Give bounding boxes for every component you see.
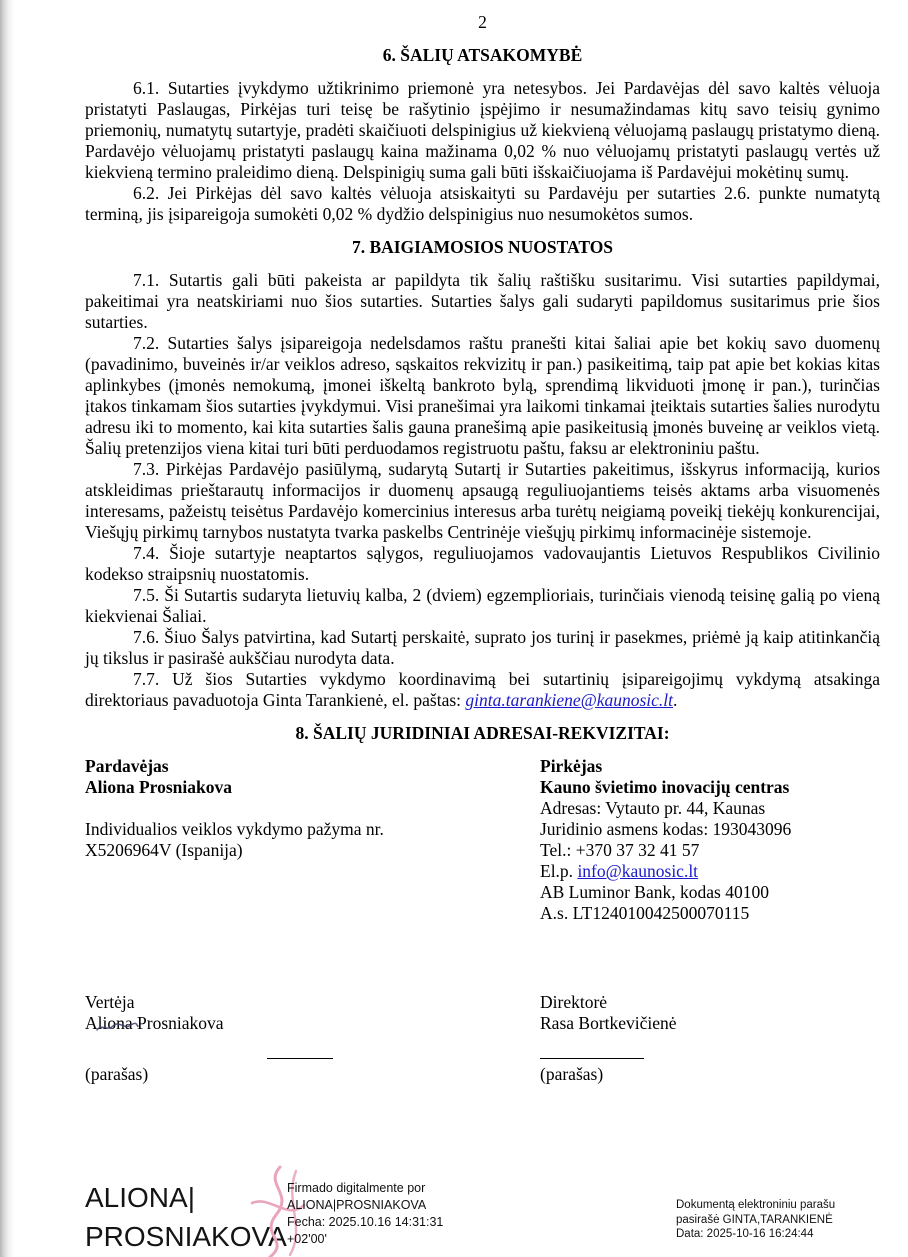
seller-signatory-name-line [85, 1013, 540, 1034]
buyer-role-label: Pirkėjas [540, 756, 603, 776]
paragraph-6-2: 6.2. Jei Pirkėjas dėl savo kaltės vėluoja atsiskaityti su Pardavėju per sutarties 2.6. punkte numatytą terminą, jis įsipareigoja sumokėti 0,02 % dydžio delspinigius nuo nesumokėtos sumos. [85, 183, 880, 224]
paragraph-7-2: 7.2. Sutarties šalys įsipareigoja nedelsdamos raštu pranešti kitai šaliai apie bet kokių savo duomenų (pavadinimo, buveinės ir/ar veiklos adreso, sąskaitos rekvizitų ir pan.) pasikeitimą, taip pat apie bet kokias kitas aplinkybes (įmonės nemokumą, įmonei iškeltą bankroto bylą, sprendimą likviduoti įmonę ir pan.), turinčias įtakos tinkamam šios sutarties įvykdymui. Visi pranešimai yra laikomi tinkamai įteiktais sutarties šalies nurodytu adresu iki to momento, kai kita sutarties šalis gauna pranešimą apie pasikeitusią įmonės buveinę ar veiklos vietą. Šalių pretenzijos viena kitai turi būti perduodamos registruotu paštu, faksu ar elektroniniu paštu. [85, 333, 880, 458]
page-number: 2 [478, 12, 487, 32]
buyer-address: Adresas: Vytauto pr. 44, Kaunas [540, 798, 766, 818]
buyer-requisites [540, 756, 880, 924]
section-7-title: 7. BAIGIAMOSIOS NUOSTATOS [351, 237, 614, 257]
scan-edge [0, 0, 14, 1257]
buyer-phone: Tel.: +370 37 32 41 57 [540, 840, 700, 860]
seller-parashas-label: (parašas) [85, 1064, 149, 1084]
buyer-name: Kauno švietimo inovacijų centras [540, 777, 790, 797]
seller-permit-line-1: Individualios veiklos vykdymo pažyma nr. [85, 819, 384, 839]
digital-signature-details-stamp [287, 1180, 443, 1248]
seller-name: Aliona Prosniakova [85, 777, 232, 797]
seller-role-label: Pardavėjas [85, 756, 169, 776]
electronic-stamp-line-1: Dokumentą elektroniniu parašu [676, 1199, 836, 1211]
signatory-names-block [85, 992, 880, 1034]
seller-permit-line-2: X5206964V (Ispanija) [85, 840, 243, 860]
signature-lines-block [85, 1058, 880, 1085]
paragraph-7-6: 7.6. Šiuo Šalys patvirtina, kad Sutartį perskaitė, suprato jos turinį ir pasekmes, priėmė ją kaip atitinkančią jų tikslus ir pasirašė aukščiau nurodyta data. [85, 627, 880, 668]
spacer [85, 798, 540, 819]
firmado-line-3: Fecha: 2025.10.16 14:31:31 [287, 1215, 444, 1229]
buyer-bank: AB Luminor Bank, kodas 40100 [540, 882, 769, 902]
electronic-stamp-line-2: pasirašė GINTA,TARANKIENĖ [676, 1213, 833, 1226]
buyer-legal-code: Juridinio asmens kodas: 193043096 [540, 819, 792, 839]
buyer-signature-line [540, 1058, 644, 1059]
electronic-stamp-line-3: Data: 2025-10-16 16:24:44 [676, 1228, 814, 1240]
document-content [85, 12, 880, 1085]
seller-signatory-name: Aliona Prosniakova [85, 1013, 224, 1033]
buyer-signatory-title: Direktorė [540, 992, 608, 1012]
digital-signature-name-line-1: ALIONA| [85, 1182, 195, 1213]
digital-signature-name-line-2: PROSNIAKOVA [85, 1221, 287, 1252]
section-6-title: 6. ŠALIŲ ATSAKOMYBĖ [382, 45, 583, 65]
buyer-parashas-label: (parašas) [540, 1064, 604, 1084]
seller-signature-area [85, 1058, 540, 1085]
buyer-signatory-name: Rasa Bortkevičienė [540, 1013, 677, 1033]
seller-requisites [85, 756, 540, 924]
section-8-title: 8. ŠALIŲ JURIDINIAI ADRESAI-REKVIZITAI: [295, 723, 670, 743]
paragraph-7-7-text: 7.7. Už šios Sutarties vykdymo koordinavimą bei sutartinių įsipareigojimų vykdymą atsakinga direktoriaus pavaduotoja Ginta Tarankienė, el. paštas: [85, 669, 880, 710]
paragraph-6-1: 6.1. Sutarties įvykdymo užtikrinimo priemonė yra netesybos. Jei Pardavėjas dėl savo kaltės vėluoja pristatyti Paslaugas, Pirkėjas turi teisę be rašytinio įspėjimo ir nesumažindamas kitų savo teisių gynimo priemonių, numatytų sutartyje, pradėti skaičiuoti delspinigius už kiekvieną vėluojamą paslaugų pristatymo dieną. Pardavėjo vėluojamų pristatyti paslaugų kaina mažinama 0,02 % nuo vėluojamų pristatyti paslaugų vertės už kiekvieną termino praleidimo dieną. Delspinigių suma gali būti išskaičiuojama iš Pardavėjui mokėtinų sumų. [85, 78, 880, 182]
paragraph-7-7 [85, 669, 880, 711]
paragraph-7-1: 7.1. Sutartis gali būti pakeista ar papildyta tik šalių raštišku susitarimu. Visi sutarties papildymai, pakeitimai yra neatskiriami nuo šios sutarties. Sutarties šalys gali sudaryti papildomus susitarimus prie šios sutarties. [85, 270, 880, 332]
buyer-email-label: El.p. [540, 861, 578, 881]
email-link-kaunosic[interactable]: info@kaunosic.lt [577, 861, 699, 881]
buyer-account: A.s. LT124010042500070115 [540, 903, 750, 923]
buyer-email-line [540, 861, 880, 882]
paragraph-7-4: 7.4. Šioje sutartyje neaptartos sąlygos, reguliuojamos vadovaujantis Lietuvos Respublikos Civilinio kodekso straipsnių nuostatomis. [85, 543, 880, 584]
email-link-ginta-tarankiene[interactable]: ginta.tarankiene@kaunosic.lt [465, 690, 674, 710]
seller-signature-line [267, 1058, 333, 1059]
seller-signatory [85, 992, 540, 1034]
paragraph-7-3: 7.3. Pirkėjas Pardavėjo pasiūlymą, sudarytą Sutartį ir Sutarties pakeitimus, išskyrus informaciją, kurios atskleidimas prieštarautų informacijos ir duomenų apsaugą reguliuojantiems teisės aktams arba visuomenės interesams, pažeistų teisėtus Pardavėjo komercinius interesus arba turėtų neigiamą poveikį tiekėjų konkurencijai, Viešųjų pirkimų tarnybos nustatyta tvarka paskelbs Centrinėje viešųjų pirkimų informacinėje sistemoje. [85, 459, 880, 542]
firmado-line-1: Firmado digitalmente por [287, 1181, 426, 1195]
buyer-signature-area [540, 1058, 880, 1085]
electronic-signature-stamp [676, 1198, 835, 1242]
requisites-block [85, 756, 880, 924]
firmado-line-2: ALIONA|PROSNIAKOVA [287, 1198, 427, 1212]
seller-signatory-title: Vertėja [85, 992, 135, 1012]
firmado-line-4: +02'00' [287, 1232, 327, 1246]
buyer-signatory [540, 992, 880, 1034]
paragraph-7-7-period: . [673, 690, 678, 710]
paragraph-7-5: 7.5. Ši Sutartis sudaryta lietuvių kalba, 2 (dviem) egzemplioriais, turinčiais vienodą teisinę galią po vieną kiekvienai Šaliai. [85, 585, 880, 626]
digital-signature-name-stamp [85, 1178, 287, 1256]
